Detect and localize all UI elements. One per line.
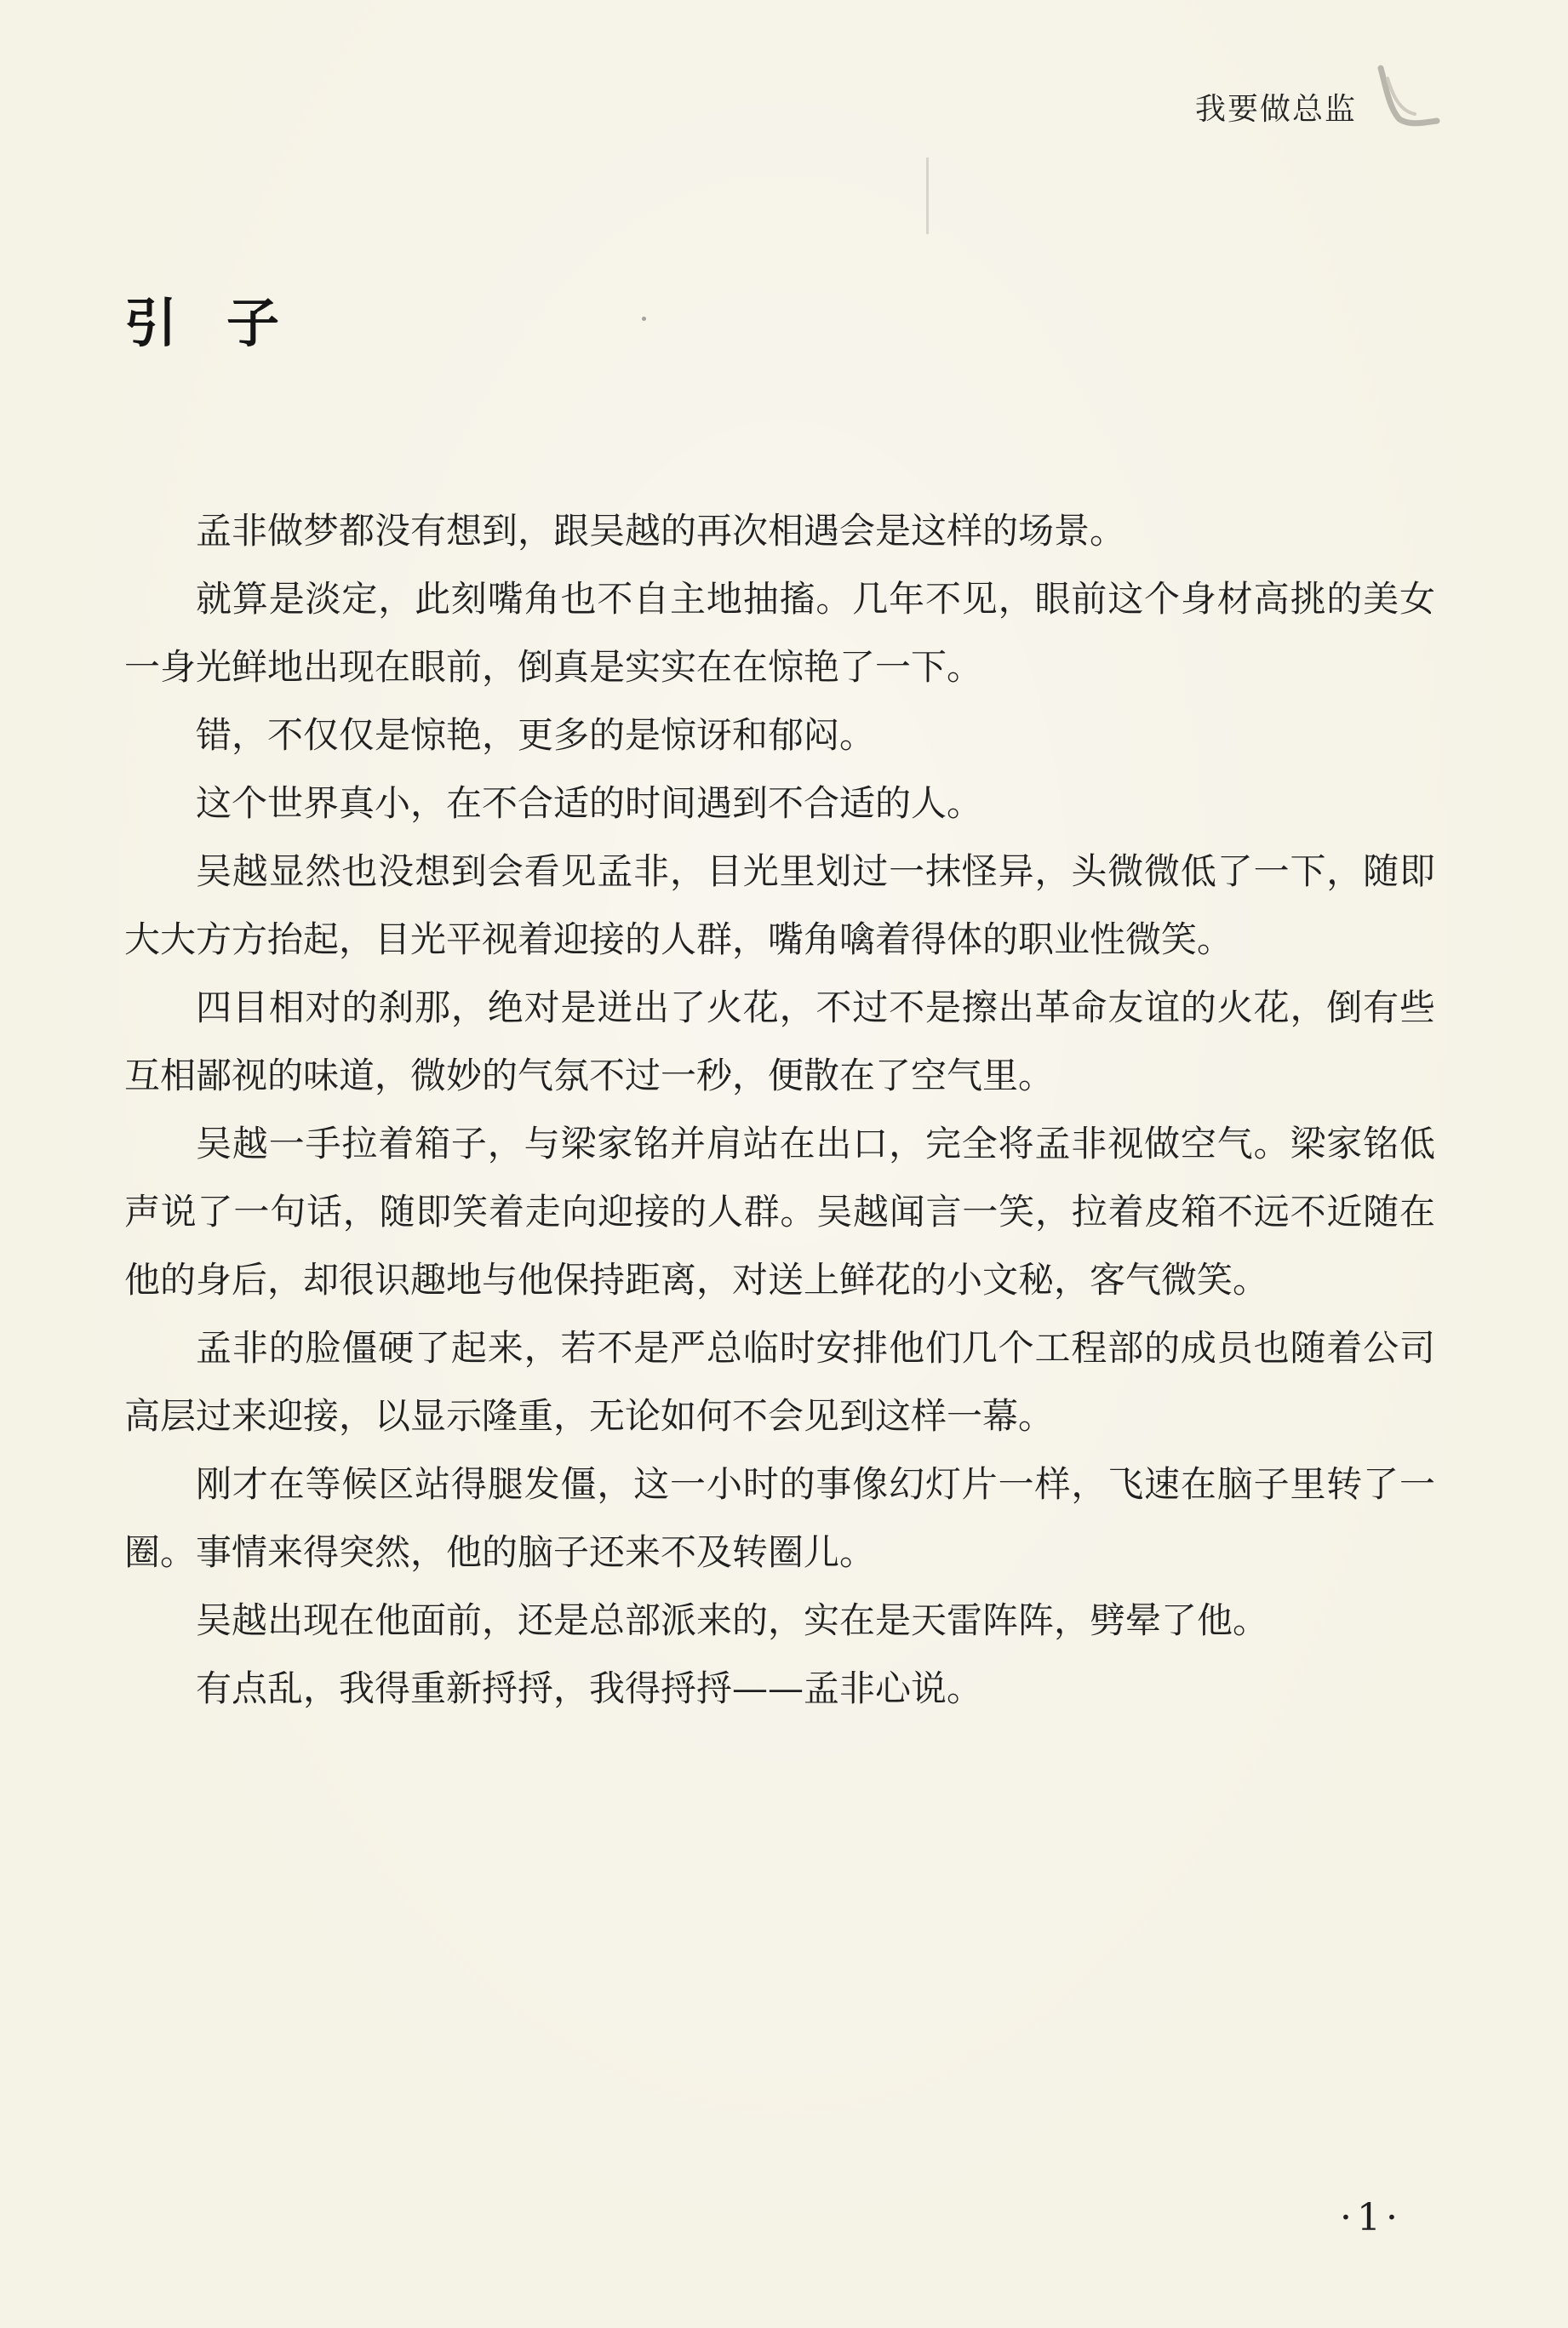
paragraph: 吴越出现在他面前，还是总部派来的，实在是天雷阵阵，劈晕了他。: [196, 1599, 1269, 1641]
page-number: ·1·: [1340, 2196, 1403, 2239]
paragraph: 孟非做梦都没有想到，跟吴越的再次相遇会是这样的场景。: [196, 510, 1126, 552]
chapter-title: 引子: [124, 292, 329, 354]
paragraph: 吴越显然也没想到会看见孟非，目光里划过一抹怪异，头微微低了一下，随即大大方方抬起，目光平视着迎接的人群，嘴角噙着得体的职业性微笑。: [124, 850, 1435, 960]
paragraph: 有点乱，我得重新捋捋，我得捋捋——孟非心说。: [196, 1667, 983, 1709]
paragraph: 这个世界真小，在不合适的时间遇到不合适的人。: [196, 782, 983, 824]
bleed-through-mark: [926, 157, 929, 234]
running-header: 我要做总监: [1194, 92, 1357, 127]
paper-speck: [642, 317, 646, 321]
paragraph: 错，不仅仅是惊艳，更多的是惊讶和郁闷。: [196, 714, 876, 756]
paragraph: 四目相对的刹那，绝对是迸出了火花，不过不是擦出革命友谊的火花，倒有些互相鄙视的味道，微妙的气氛不过一秒，便散在了空气里。: [124, 987, 1435, 1096]
paragraph: 刚才在等候区站得腿发僵，这一小时的事像幻灯片一样，飞速在脑子里转了一圈。事情来得突然，他的脑子还来不及转圈儿。: [124, 1463, 1435, 1573]
paragraph: 孟非的脸僵硬了起来，若不是严总临时安排他们几个工程部的成员也随着公司高层过来迎接，以显示隆重，无论如何不会见到这样一幕。: [124, 1327, 1435, 1437]
paragraph: 就算是淡定，此刻嘴角也不自主地抽搐。几年不见，眼前这个身材高挑的美女一身光鲜地出现在眼前，倒真是实实在在惊艳了一下。: [124, 578, 1435, 688]
body-text: [124, 497, 1435, 1723]
corner-decoration-icon: [1374, 61, 1440, 129]
paragraph: 吴越一手拉着箱子，与梁家铭并肩站在出口，完全将孟非视做空气。梁家铭低声说了一句话，随即笑着走向迎接的人群。吴越闻言一笑，拉着皮箱不远不近随在他的身后，却很识趣地与他保持距离，对送上鲜花的小文秘，客气微笑。: [124, 1123, 1435, 1301]
